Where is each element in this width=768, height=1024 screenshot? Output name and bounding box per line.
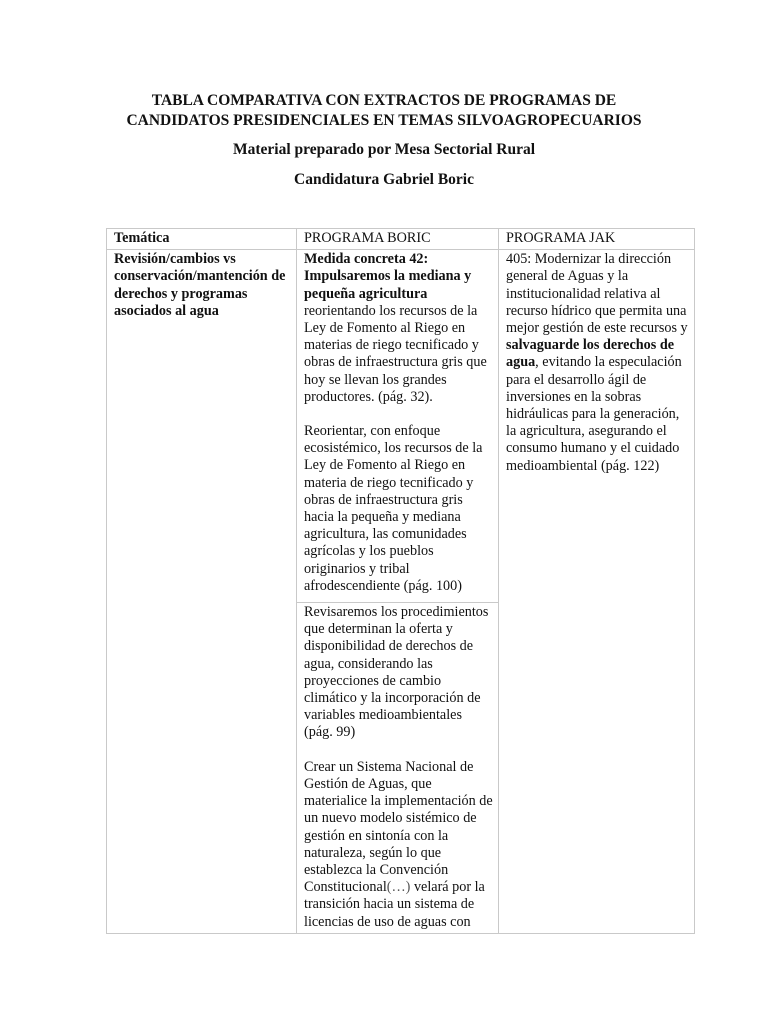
boric-paragraph-3: Revisaremos los procedimientos que determinan la oferta y disponibilidad de derechos de agua, considerando las proyecciones de cambio climático y la incorporación de variables medioambientales (pág. 99) bbox=[304, 604, 489, 741]
table-row bbox=[107, 250, 695, 603]
jak-text-a: 405: Modernizar la dirección general de Aguas y la institucionalidad relativa al recurso hídrico que permita una mejor gestión de este recursos y bbox=[506, 251, 688, 337]
boric-paragraph-1 bbox=[304, 251, 493, 406]
header-programa-boric: PROGRAMA BORIC bbox=[297, 229, 499, 250]
boric-paragraph-2: Reorientar, con enfoque ecosistémico, los recursos de la Ley de Fomento al Riego en materia de riego tecnificado y obras de infraestructura gris hacia la pequeña y mediana agricultura, las comunidades agrícolas y los pueblos originarios y tribal afrodescendiente (pág. 100) bbox=[304, 423, 483, 594]
ellipsis-mark: (…) bbox=[386, 879, 411, 896]
header-tematica: Temática bbox=[107, 229, 297, 250]
boric-measure-42-heading: Medida concreta 42: Impulsaremos la mediana y pequeña agricultura bbox=[304, 251, 472, 302]
prepared-by-line: Material preparado por Mesa Sectorial Rural bbox=[232, 141, 536, 158]
jak-text-bold: salvaguarde los derechos de agua bbox=[506, 337, 675, 371]
boric-cell-1 bbox=[297, 250, 499, 603]
candidacy-line: Candidatura Gabriel Boric bbox=[294, 171, 474, 188]
topic-cell: Revisión/cambios vs conservación/mantención de derechos y programas asociados al agua bbox=[107, 250, 297, 934]
boric-paragraph-4 bbox=[304, 759, 493, 931]
boric-cell-2 bbox=[297, 603, 499, 934]
jak-text-b: , evitando la especulación para el desarrollo ágil de inversiones en la sobras hidráulicas para la generación, la agricultura, asegurando el consumo humano y el cuidado medioambiental (pág. 122) bbox=[506, 354, 682, 474]
comparison-table bbox=[106, 228, 695, 934]
header-programa-jak: PROGRAMA JAK bbox=[499, 229, 695, 250]
boric-paragraph-4-text-b: velará por la transición hacia un sistema de licencias de uso de aguas con bbox=[304, 879, 485, 930]
boric-paragraph-4-text-a: Crear un Sistema Nacional de Gestión de Aguas, que materialice la implementación de un nuevo modelo sistémico de gestión en sintonía con la naturaleza, según lo que establezca la Convención Constitucional bbox=[304, 758, 493, 896]
document-title-line-1: TABLA COMPARATIVA CON EXTRACTOS DE PROGRAMAS DE bbox=[151, 92, 617, 109]
boric-measure-42-text: reorientando los recursos de la Ley de Fomento al Riego en materias de riego tecnificado y obras de infraestructura gris que hoy se llevan los grandes productores. (pág. 32). bbox=[304, 302, 487, 405]
jak-cell bbox=[499, 250, 695, 934]
document-title-line-2: CANDIDATOS PRESIDENCIALES EN TEMAS SILVOAGROPECUARIOS bbox=[126, 112, 642, 129]
table-header-row bbox=[107, 229, 695, 250]
